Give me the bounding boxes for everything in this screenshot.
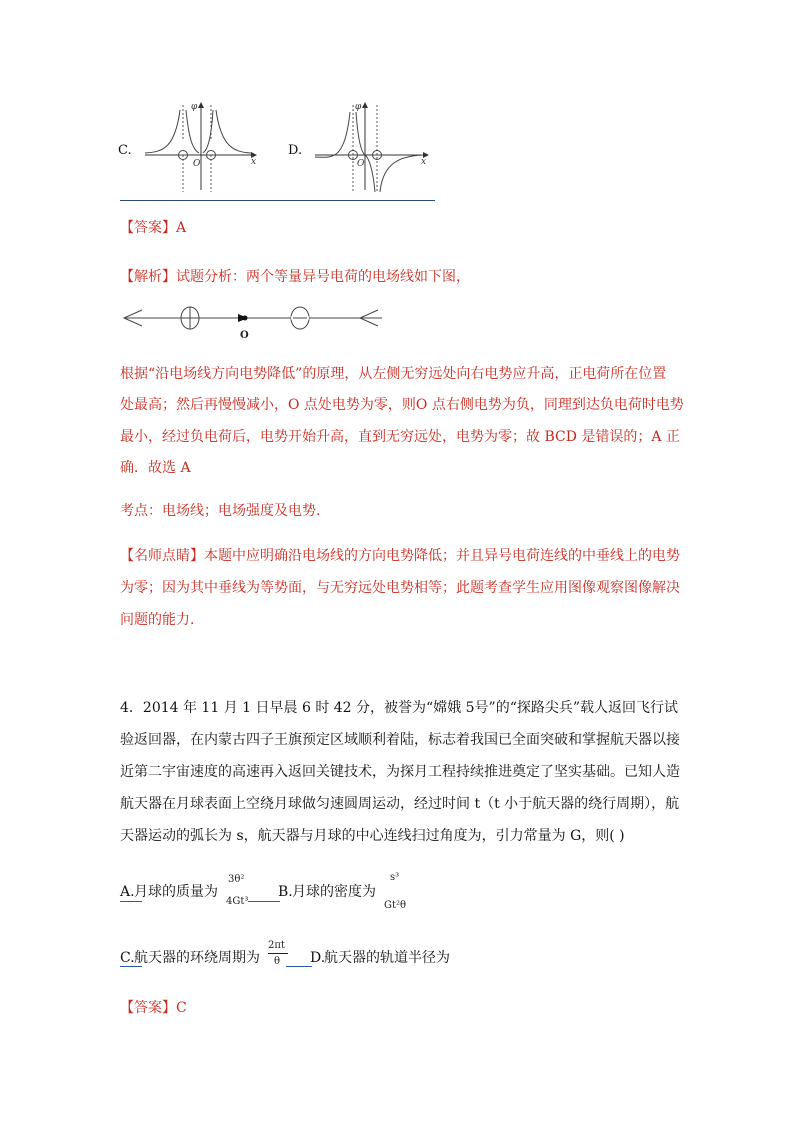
answer-2: 【答案】C [120,1000,187,1016]
option-c-blank [286,966,312,967]
option-b-label: B. [278,884,293,900]
option-b-numerator: s³ [390,872,400,883]
option-b-denominator: Gt²θ [384,900,407,911]
graph-c-x-label: x [251,157,257,167]
graph-d-phi-label: φ [355,102,362,112]
q4-line-5: 天器运动的弧长为 s，航天器与月球的中心连线扫过角度为，引力常量为 G，则( ) [120,828,625,844]
q4-line-3: 近第二宇宙速度的高速再入返回关键技术，为探月工程持续推进奠定了坚实基础。已知人造 [120,764,680,780]
kaodian: 考点：电场线；电场强度及电势. [120,503,321,519]
field-line-figure [120,302,385,342]
option-c-numerator: 2πt [268,940,285,951]
option-c-underline [120,966,142,967]
analysis-line-4: 确．故选 A [120,460,191,476]
figure-options-cd [115,100,435,202]
option-d-label: D. [288,143,303,158]
option-c-label: C. [120,950,135,966]
option-c-text: 航天器的环绕周期为 [134,950,260,966]
option-d-label: D. [310,950,326,966]
analysis-line-1: 根据“沿电场线方向电势降低”的原理，从左侧无穷远处向右电势应升高，正电荷所在位置 [120,366,667,382]
mingshi-line-2: 为零；因为其中垂线为等势面，与无穷远处电势相等；此题考查学生应用图像观察图像解决 [120,580,680,596]
q4-line-4: 航天器在月球表面上空绕月球做匀速圆周运动，经过时间 t（t 小于航天器的绕行周期），航 [120,796,680,812]
option-b-text: 月球的密度为 [292,884,376,900]
option-a-text: 月球的质量为 [134,884,218,900]
analysis-line-3: 最小，经过负电荷后，电势开始升高，直到无穷远处，电势为零；故 BCD 是错误的；A 正 [120,429,680,445]
option-c-denominator: θ [274,956,281,967]
mingshi-line-3: 问题的能力. [120,612,195,628]
q4-line-1: 4．2014 年 11 月 1 日早晨 6 时 42 分，被誉为“嫦娥 5号”的“探路尖兵”载人返回飞行试 [120,700,679,716]
option-a-label: A. [120,884,135,900]
option-c[interactable] [120,940,480,980]
graph-c-phi-label: φ [191,102,198,112]
figure-underline [120,200,435,201]
answer-1: 【答案】A [120,220,187,236]
q4-line-2: 验返回器，在内蒙古四子王旗预定区域顺利着陆，标志着我国已全面突破和掌握航天器以接 [120,732,680,748]
graph-d-origin: O [357,159,365,169]
graph-d-x-label: x [421,157,427,167]
analysis-intro: 【解析】试题分析：两个等量异号电荷的电场线如下图， [120,269,470,285]
option-a-underline [120,901,142,902]
option-d-text: 航天器的轨道半径为 [324,950,450,966]
field-figure-origin: O [240,330,249,341]
analysis-line-2: 处最高；然后再慢慢减小，O 点处电势为零，则O 点右侧电势为负，同理到达负电荷时电势 [120,397,684,413]
mingshi-line-1: 【名师点睛】本题中应明确沿电场线的方向电势降低；并且异号电荷连线的中垂线上的电势 [120,548,680,564]
option-a-denominator: 4Gt³ [226,896,249,907]
graph-c [143,100,283,192]
option-a[interactable] [120,870,420,918]
graph-d [313,100,435,192]
option-c-fraction-bar [268,953,288,954]
graph-c-origin: O [193,159,201,169]
option-a-blank [248,901,280,902]
option-a-numerator: 3θ² [228,874,245,885]
option-c-label: C. [118,143,132,158]
